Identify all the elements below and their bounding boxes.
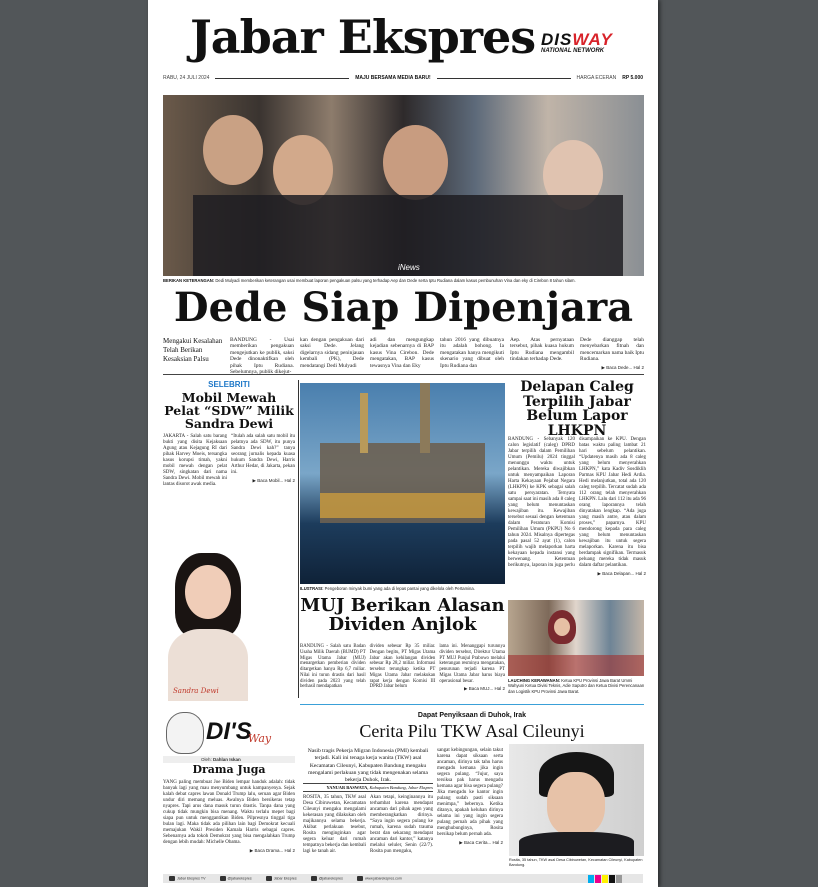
black-swatch: [609, 875, 615, 883]
globe-icon: [357, 876, 363, 881]
continue-link[interactable]: ▶ Baca Delapan... Hal 2: [597, 571, 646, 576]
disway-logo: [541, 30, 613, 50]
paragraph: JAKARTA - Salah satu barang bukti yang disita Kejaksaan Agung atau Kejagung RI dari pihak Harvey Moeis, tersangka kasus korupsi timah, yakni mobil mewah dengan pelat SDW, singkatan dari nama Sandra Dewi. Mobil mewah ini lantas disorot awak media.: [163, 434, 227, 487]
footer-label: Jabar Ekspres TV: [177, 876, 206, 881]
divider: [298, 380, 299, 698]
divider: [437, 78, 571, 79]
column-body: [163, 780, 295, 870]
twitter-icon: [220, 876, 226, 881]
author-name: Dahlan Iskan: [213, 757, 241, 762]
face: [554, 618, 570, 636]
derrick: [360, 393, 368, 453]
text-column: ROSITA, 35 tahun, TKW asal Desa Cibiruwetan, Kecamatan Cileunyi mengaku mengalami kekerasan yang dilakukan oleh majikannya selama bekerja. Akibat perlakuan tesebut, Rosita menginginkan agar segera keluar dari rumah tempatnya bekerja dan kembali lagi ke tanah air.: [303, 795, 366, 854]
footer-label: www.jabarekspres.com: [364, 876, 402, 881]
continue-link[interactable]: ▶ Baca Cerita... Hal 2: [459, 840, 503, 845]
section-kicker: SELEBRITI: [208, 380, 250, 389]
footer-youtube[interactable]: [169, 876, 206, 881]
footer-label: @jabarekspres: [227, 876, 252, 881]
color-registration-marks: [588, 875, 622, 883]
author-line: [163, 756, 295, 763]
continue-link[interactable]: ▶ Baca Drama... Hal 2: [249, 848, 295, 853]
divider: [163, 374, 644, 375]
paragraph: “Itulah ada salah satu mobil itu pelatnya ada SDW, itu punya Sandra Dewi kah?” tanya seorang jurnalis kepada kuasa hukum Sandra Dewi, Harris Arthur Hedar, di Jakarta, pekan ini.: [231, 434, 295, 475]
lead-headline: Dede Siap Dipenjara: [173, 284, 634, 331]
text-column: BANDUNG - Salah satu Badan Usaha Milik Daerah (BUMD) PT Migas Utama Jabar (MUJ) menargetkan pemberian dividen ditargetkan hanya Rp 6,7 miliar. Nilai ini turun drastis dari hasil dividen pada 2023 yang telah berhasil mendapatkan: [300, 644, 366, 690]
celeb-body: [163, 434, 295, 546]
logo-part: DIS: [541, 30, 573, 49]
face: [547, 772, 605, 837]
text-column: lama ini. Menanggapi turunnya dividen tersebut, Direktur Utama PT MUJ Punjul Prabowo melalui keterangan resminya mengatakan, penurunan terjadi karena PT Migas Utama Jabar harus biaya operasional besar.: [439, 644, 505, 684]
author-sketch: [166, 712, 204, 754]
muj-body: [300, 644, 505, 696]
price-label: HARGA ECERAN: [576, 75, 617, 81]
lead-subhead: Mengakui Kesalahan Telah Berikan Kesaksian Palsu: [163, 337, 223, 364]
text-column: disampaikan ke KPU. Dengan batas waktu paling lambat 21 hari sebelum pelantikan. “Updatenya masih ada 8 caleg yang belum menyerahkan LHKPN,” kata Kadiv Sosdiklih Parmas KPU Jabar Hedi Ardia. Hedi melanjutkan, total ada 120 caleg terpilih. Tercatat sudah ada 112 orang telah menyerahkan LHKPN. Lalu dari 112 itu ada 96 orang laporannya telah dinyatakan lengkap. “Ada juga yang masih antre, atau dalam proses,” paparnya. KPU mendorong kepada para caleg yang belum menuntaskan kewajiban itu untuk segera melaporkan. Karena itu bisa berdampak signifikan. Termasuk peluang mereka tidak masuk dalam daftar pelantikan.: [579, 437, 646, 568]
celeb-photo: [163, 549, 255, 701]
rosita-caption: Rosita, 35 tahun, TKW asal Desa Cibiruwetan, Kecamatan Cileunyi, Kabupaten Bandung.: [509, 858, 643, 867]
caption-label: ILUSTRASI:: [300, 586, 324, 591]
celeb-headline: Mobil Mewah Pelat “SDW” Milik Sandra Dewi: [164, 390, 294, 432]
column-headline: Drama Juga: [192, 763, 266, 776]
dateline: [163, 73, 643, 83]
derrick: [420, 383, 430, 453]
cyan-swatch: [588, 875, 594, 883]
face: [185, 565, 231, 619]
disway-subtitle: NATIONAL NETWORK: [541, 48, 605, 54]
rosita-photo: [509, 744, 644, 856]
magenta-swatch: [595, 875, 601, 883]
tkw-kicker: Dapat Penyiksaan di Duhok, Irak: [417, 712, 527, 719]
continue-link[interactable]: ▶ Baca Dede... Hal 2: [601, 364, 644, 370]
tkw-body-right: [437, 748, 503, 870]
caption-label: LAUCHING KERAWANAN:: [508, 678, 561, 683]
column-logo: DI'S: [206, 718, 252, 745]
divider: [215, 78, 349, 79]
caption-text: Ketua KPU Provinsi Jawa Barat Ummi Wahyuni Ketua Divisi Teknis, Adie Saputro dan Ketua Divisi Perencanaan dan Logistik KPU Provinsi Jawa Barat.: [508, 678, 645, 694]
paragraph: YANG paling membuat Joe Biden lempar handuk adalah: tidak banyak lagi yang mau menyumbang untuk kampanyenya. Sejak kalah debat capres lawan Donald Trump lalu, seruan agar Biden undur diri memang meluas. Awalnya Biden bersikeras tetap nyapres. Tapi arus dana masuk turun drastis. Tanpa dana yang cukup tidak mungkin bisa menang. Waktu terlalu mepet bagi siapa pun untuk menggantikan Biden. Pilpresnya tinggal tiga bulan lagi. Maka tidak ada pilihan lain bagi Demokrat kecuali memajukan Wakil Presiden Kamala Harris sebagai capres. Sebenarnya ada tokoh Demokrat yang bisa mengalahkan Trump dengan lebih mudah: Michelle Obama.: [163, 780, 295, 845]
masthead-title: Jabar Ekspres: [190, 10, 536, 64]
signature: Sandra Dewi: [173, 687, 219, 695]
tkw-intro: Nasib tragis Pekerja Migran Indonesia (PMI) kembali terjadi. Kali ini tenaga kerja wanita (TKW) asal Kecamatan Cileunyi, Kabupaten Bandung mengaku mengalami perlakuan yang tidak mengenakan selama bekerja Duhok, Irak.: [307, 748, 429, 784]
footer-twitter[interactable]: [220, 876, 252, 881]
byline-name: YANUAR BASWATA,: [326, 785, 369, 790]
muj-caption: [300, 586, 505, 591]
issue-date: RABU, 24 JULI 2024: [163, 75, 210, 81]
logo-part: WAY: [572, 30, 613, 49]
kpu-photo: [508, 600, 644, 676]
tkw-body-left: [303, 795, 433, 870]
text-column: sangat kebingungan, selain takut karena dapat siksaan serta ancaman, dirinya tak tahu harus mengadu kemana jika ingin segera pulang. “Jujur, saya tersiksa pak harus mengadu kemana agar bisa segera pulang? Jika mengadu ke kantor ingin pulang sudah pasti siksaan menimpa,” bebernya. Ketika ditanya, apakah keluhan dirinya selama ini yang ingin segera pulang pernah ada pihak yang menghubunginya, Rosita bersikap belum pernah ada.: [437, 748, 503, 837]
text-column: adi dan mengungkap kejadian sebenarnya di BAP kasus Vina Cirebon. Dede mengatakan, BAP kasus tewasnya Vina dan Eky: [370, 337, 434, 369]
tkw-byline: [303, 783, 433, 792]
kpu-caption: [508, 678, 646, 694]
column-logo-script: Way: [248, 732, 272, 745]
youtube-icon: [169, 876, 175, 881]
footer-label: Jabar Ekspres: [273, 876, 297, 881]
table: [508, 655, 644, 676]
lead-photo: [163, 95, 644, 276]
price: RP 5.000: [622, 75, 644, 81]
photo-watermark: iNews: [398, 263, 420, 272]
text-column: tahun 2016 yang dibuatnya itu adalah bohong. Ia mengatakan hanya mengikuti skenario yang dibuat oleh Iptu Rudiana dan: [440, 337, 504, 369]
blue-divider: [300, 704, 644, 705]
caleg-headline: Delapan Caleg Terpilih Jabar Belum Lapor LHKPN: [520, 379, 634, 440]
jacket: [519, 832, 634, 856]
continue-link[interactable]: ▶ Baca MUJ... Hal 2: [464, 686, 505, 692]
caption-text: Dedi Mulyadi memberikan keterangan usai membuat laporan pengakuan palsu yang terhadap Aep dan Dede serta Iptu Rudiana dalam kasus pembunuhan Vina dan eky di Cirebon 8 tahun silam.: [215, 278, 576, 283]
rig-lights: [320, 493, 485, 518]
text-column: kan dengan pengakuan dari saksi Dede. Jelang digelarnya sidang peninjauan kembali (PK), Dede mendatangi Dedi Mulyadi: [300, 337, 364, 369]
footer-instagram[interactable]: [311, 876, 343, 881]
byline-place: Kabupaten Bandung, Jabar Ekspres: [369, 785, 433, 790]
text-column: Aep. Atas pernyataan tersebut, pihak kuasa hukum Iptu Rudiana mengambil tindakan terhadap Dede.: [510, 337, 574, 363]
gray-swatch: [616, 875, 622, 883]
text-column: Akan tetapi, keinginannya itu terhambat karena mendapat ancaman dari pihak agen yang memberangkatkan dirinya. “Saya ingin segera pulang ke rumah, karena sudah trauma berat dan sekarang mendapat ancaman dari kantor,” katanya melalui seluler, Senin (22/7). Rosita pun mengaku,: [370, 795, 433, 854]
footer-bar: [163, 874, 643, 883]
facebook-icon: [266, 876, 272, 881]
newspaper-page: [148, 0, 658, 887]
lead-body: [230, 337, 644, 376]
continue-link[interactable]: ▶ Baca Mobil... Hal 2: [252, 478, 295, 483]
text-column: BANDUNG - Usai memberikan pengakuan mengejutkan ke publik, saksi Dede dinonaktifkan oleh pihak Iptu Rudiana. Sebelumnya, publik dikejut-: [230, 337, 294, 376]
caleg-body: [508, 437, 646, 592]
oil-rig-photo: [300, 383, 505, 584]
person-face: [383, 125, 448, 200]
yellow-swatch: [602, 875, 608, 883]
instagram-icon: [311, 876, 317, 881]
slogan: MAJU BERSAMA MEDIA BARU!: [355, 75, 431, 81]
footer-facebook[interactable]: [266, 876, 297, 881]
text-column: Dede dianggap telah menyebarkan fitnah dan mencemarkan nama baik Iptu Rudiana.: [580, 337, 644, 363]
caption-text: Pengeboran minyak bumi yang ada di lepas pantai yang dikelola oleh Pertamina.: [324, 586, 475, 591]
tkw-headline: Cerita Pilu TKW Asal Cileunyi: [359, 721, 585, 741]
footer-website[interactable]: [357, 876, 402, 881]
person-face: [203, 115, 263, 185]
caption-label: BERIKAN KETERANGAN:: [163, 278, 215, 283]
footer-label: @jabarekspres: [318, 876, 343, 881]
lead-caption: [163, 278, 644, 283]
text-column: dividen sebesar Rp 35 miliar. Dengan begitu, PT Migas Utama Jabar akan kehilangan dividen sebesar Rp 28,2 miliar. Informasi tersebut terungkap ketika PT Migas Utama Jabar melakukan rapat kerja dengan Komisi III DPRD Jabar belum: [369, 644, 436, 690]
muj-headline: MUJ Berikan Alasan Dividen Anjlok: [300, 595, 505, 635]
author-label: Oleh:: [201, 757, 212, 762]
text-column: BANDUNG - Sebanyak 120 calon legislatif (caleg) DPRD Jabar terpilih dalam Pemilihan Umum (Pemilu) 2024 tinggal menunggu waktu untuk pelantikan. Mereka diwajibkan untuk menyampaikan Laporan Harta Kekayaan Pejabat Negara (LHKPN) ke KPK sebagai salah satu persyaratan. Ternyata sampai saat ini masih ada 8 caleg yang belum menuntaskan kewajiban itu. Kewajiban tersebut sesuai dengan ketentuan dalam Peraturan Komisi Pemilihan Umum (PKPU) No 6 tahun 2024. Misalnya dipertegas pada pasal 52 ayat (1), calon terpilih wajib melaporkan harta kekayaan kepada instansi yang berwenang. Ketentuan berikutnya, laporan itu juga perlu: [508, 437, 575, 568]
